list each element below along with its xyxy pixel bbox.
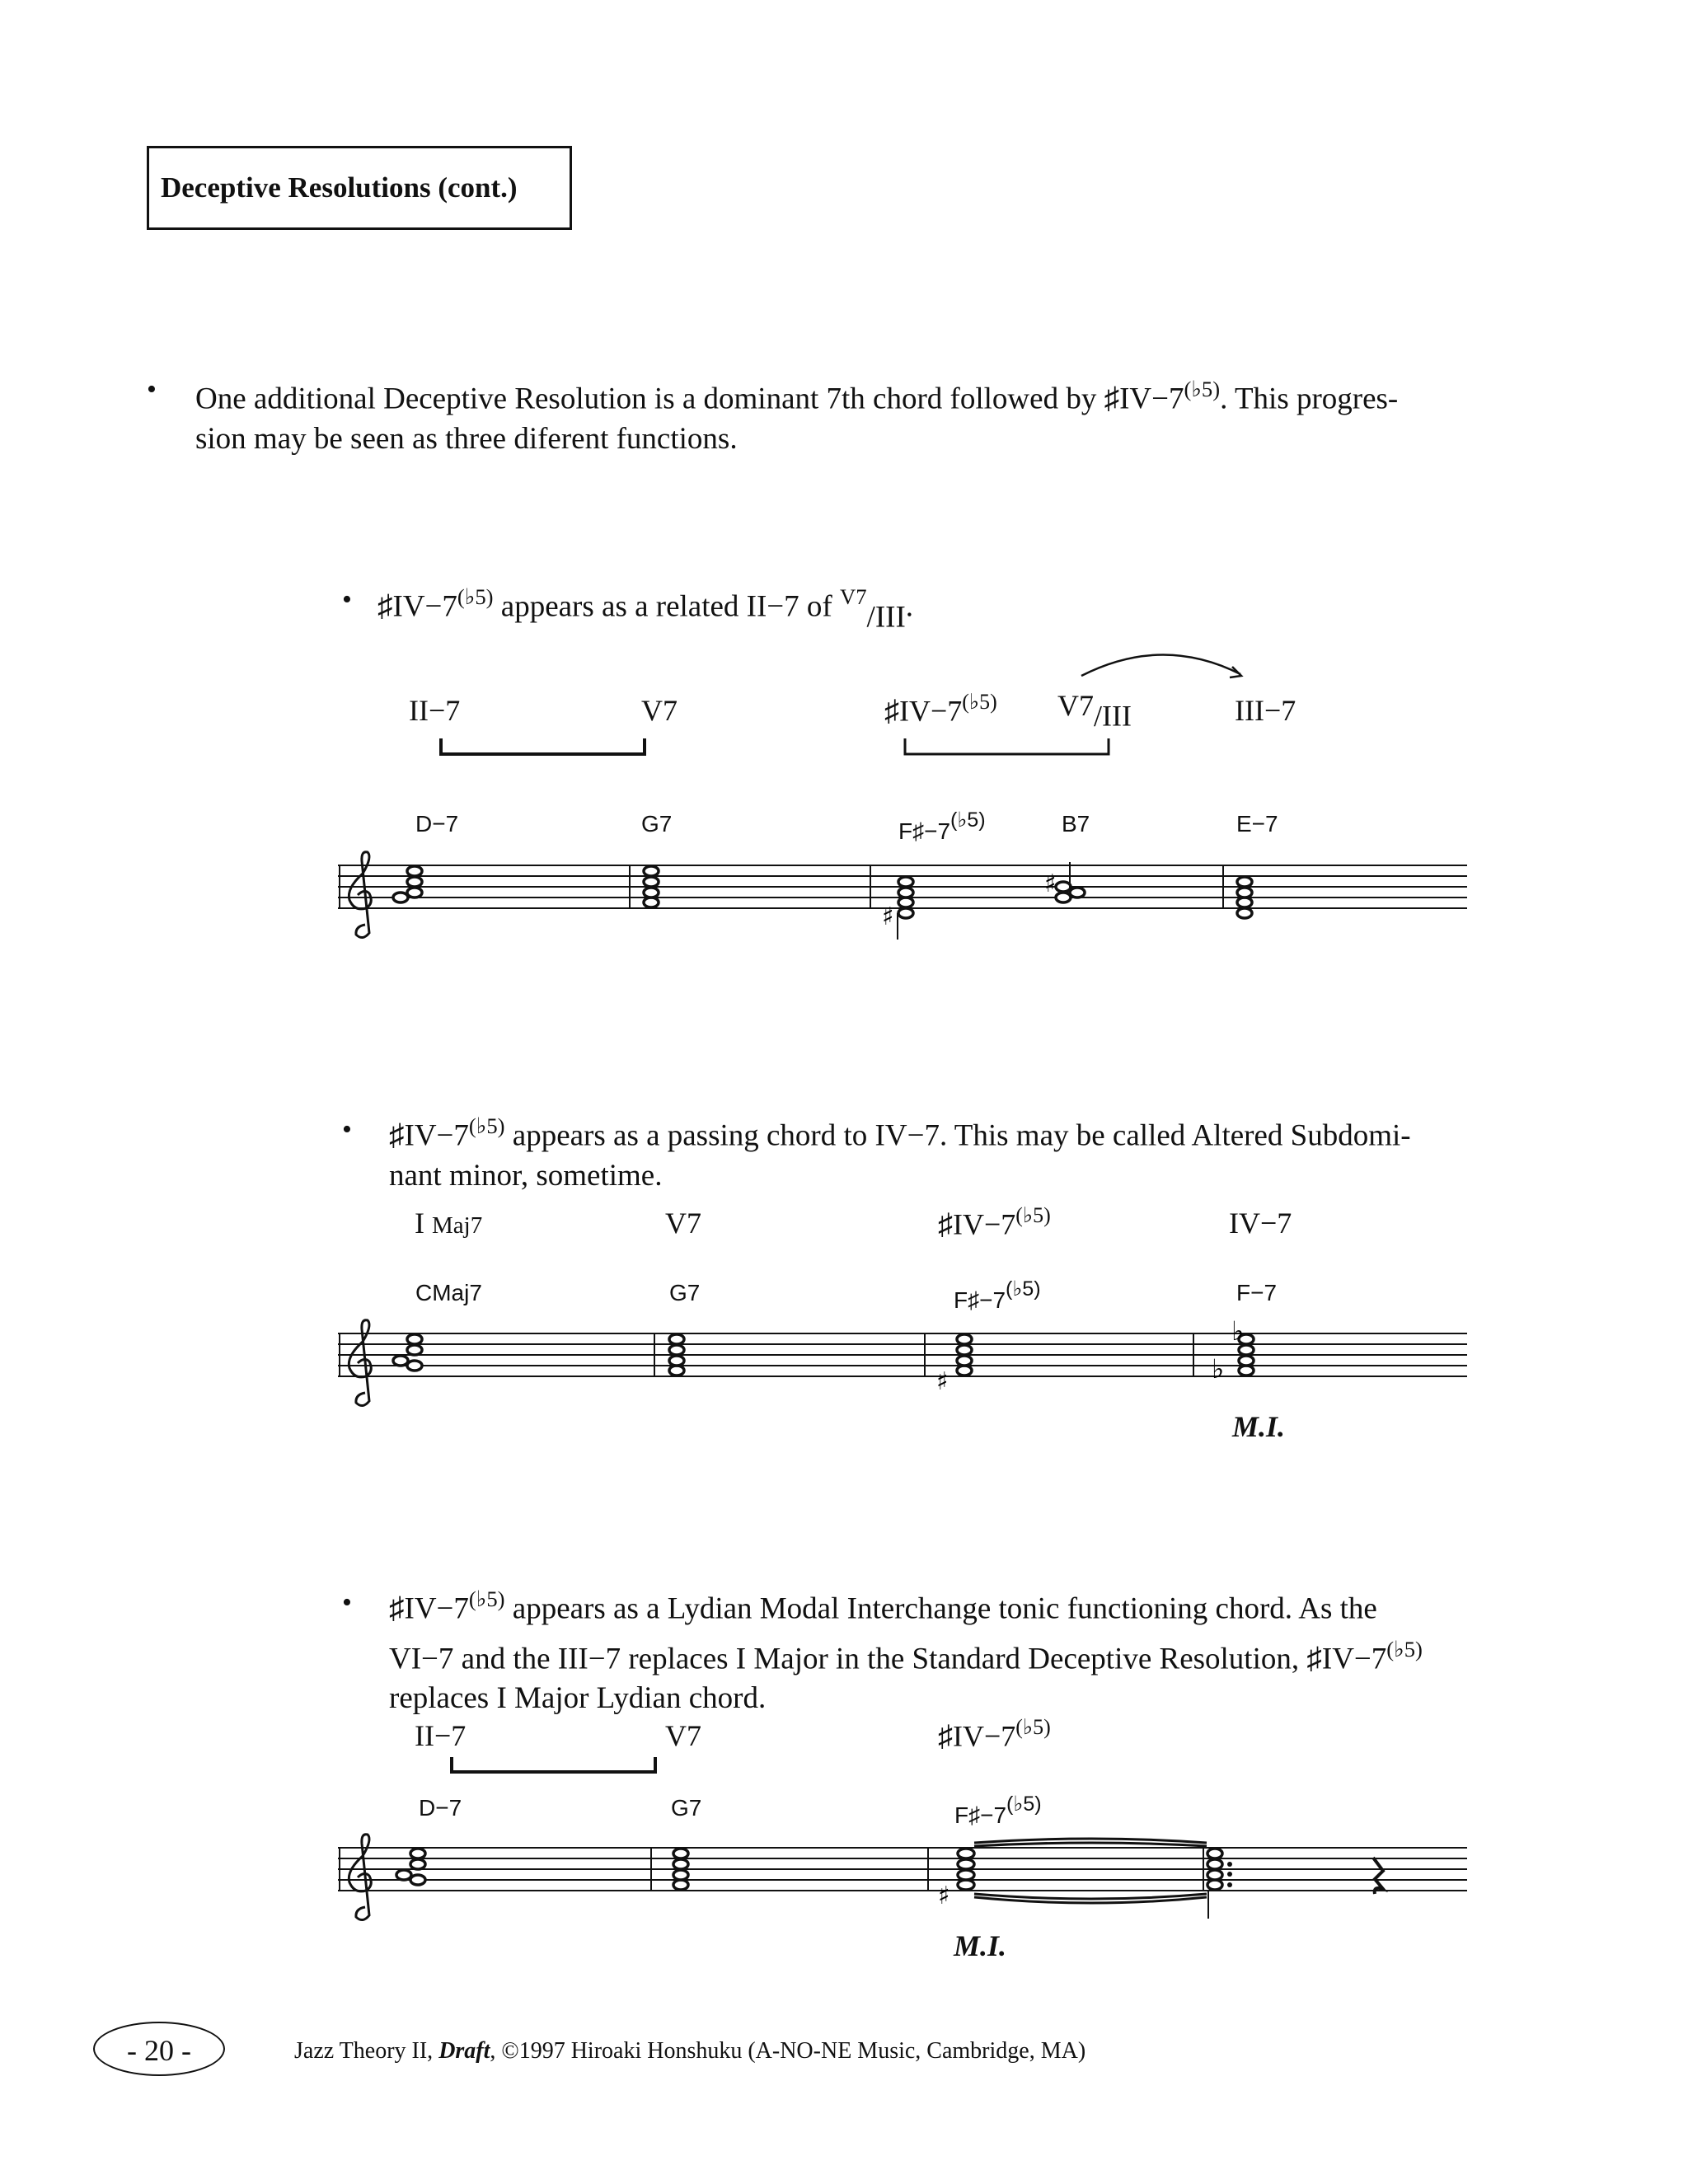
intro-chord-alt: (♭5) [1184, 377, 1221, 401]
section3-chord: ♯IV−7 [389, 1591, 469, 1626]
s3-roman-1: II−7 [415, 1719, 467, 1752]
s1-roman-5: III−7 [1235, 694, 1296, 727]
section3-line2-chord: ♯IV−7 [1306, 1642, 1387, 1676]
s1-chord-symbol-5: E−7 [1236, 811, 1278, 837]
s1-chord-symbol-3: $F♯-7^{(♭5)}$ [898, 808, 986, 845]
intro-chord: ♯IV−7 [1104, 382, 1184, 416]
section2-line2: nant minor, sometime. [389, 1158, 663, 1193]
s2-modal-interchange-label: M.I. [1232, 1410, 1286, 1443]
svg-text:♭: ♭ [1231, 1315, 1245, 1347]
section3-line3: replaces I Major Lydian chord. [389, 1681, 767, 1716]
s3-chord-1 [396, 1849, 425, 1885]
s1-roman-1: II−7 [409, 694, 461, 727]
section1-bullet: • [342, 584, 352, 615]
footer-credit: Jazz Theory II, Draft, ©1997 Hiroaki Honshuku (A-NO-NE Music, Cambridge, MA) [294, 2038, 1086, 2064]
section1-text-a: appears as a related II−7 of [493, 589, 840, 624]
s2-chord-symbol-4: F−7 [1236, 1280, 1278, 1305]
svg-text:♯: ♯ [1044, 869, 1057, 898]
s3-modal-interchange-label: M.I. [954, 1929, 1007, 1962]
s1-chord-symbol-2: G7 [641, 811, 673, 837]
intro-text-a: One additional Deceptive Resolution is a dominant 7th chord followed by [195, 382, 1104, 416]
s2-chord-symbol-3: $F♯-7^{(♭5)}$ [954, 1277, 1041, 1314]
section2-bullet: • [342, 1114, 352, 1145]
s1-roman-3: $♯IV-7^{(♭5)}$ [884, 690, 997, 728]
s2-chord-symbol-1: CMaj7 [415, 1280, 482, 1305]
s3-chord-symbol-1: D−7 [419, 1795, 462, 1821]
intro-line2: sion may be seen as three diferent functions. [195, 421, 738, 456]
s3-staff [338, 1840, 1475, 1938]
section1-text-b: . [905, 589, 914, 624]
section1-chord: ♯IV−7 [377, 589, 457, 624]
s3-chord-4 [1207, 1849, 1222, 1890]
page-number: - 20 - [127, 2034, 191, 2067]
section3-line1: appears as a Lydian Modal Interchange tonic functioning chord. As the [504, 1591, 1377, 1626]
s2-roman-1: I Maj7 [415, 1207, 483, 1240]
s3-chord-symbol-3: $F♯-7^{(♭5)}$ [954, 1793, 1042, 1829]
s3-roman-3: $♯IV-7^{(♭5)}$ [938, 1715, 1051, 1753]
s1-roman-4: $V7_{/III}$ [1057, 689, 1132, 733]
s3-roman-2: V7 [665, 1719, 701, 1752]
section1-chord-alt: (♭5) [457, 584, 494, 609]
s1-chord-symbol-4: B7 [1062, 811, 1090, 837]
section3-chord-alt: (♭5) [468, 1586, 505, 1611]
section2-chord: ♯IV−7 [389, 1118, 469, 1153]
s3-chord-symbol-2: G7 [671, 1795, 702, 1821]
s2-chord-symbol-2: G7 [669, 1280, 701, 1305]
s1-roman-2: V7 [641, 694, 678, 727]
section2-line1: appears as a passing chord to IV−7. This may be called Altered Subdomi- [504, 1118, 1411, 1153]
svg-text:♯: ♯ [938, 1882, 950, 1910]
section1-slash: /III [866, 600, 906, 635]
intro-bullet: • [147, 374, 157, 405]
s2-roman-3: $♯IV-7^{(♭5)}$ [938, 1203, 1051, 1241]
svg-text:♯: ♯ [936, 1367, 949, 1396]
svg-text:♯: ♯ [882, 902, 894, 931]
s2-roman-2: V7 [665, 1207, 701, 1240]
s2-roman-4: IV−7 [1229, 1207, 1292, 1240]
section2-chord-alt: (♭5) [468, 1113, 505, 1138]
section1-v7: V7 [840, 584, 867, 609]
section3-line2: VI−7 and the III−7 replaces I Major in the Standard Deceptive Resolution, [389, 1642, 1307, 1676]
s1-chord-symbol-1: D−7 [415, 811, 459, 837]
intro-text-b: . This progres- [1220, 382, 1399, 416]
quarter-rest [1373, 1858, 1383, 1894]
page-number-oval [93, 2022, 225, 2076]
section-heading: Deceptive Resolutions (cont.) [161, 171, 518, 204]
section3-bullet: • [342, 1587, 352, 1618]
svg-text:♭: ♭ [1212, 1353, 1225, 1385]
section3-line2-alt: (♭5) [1386, 1636, 1423, 1661]
s3-chord-3 [958, 1849, 974, 1890]
s3-chord-2 [673, 1849, 688, 1890]
